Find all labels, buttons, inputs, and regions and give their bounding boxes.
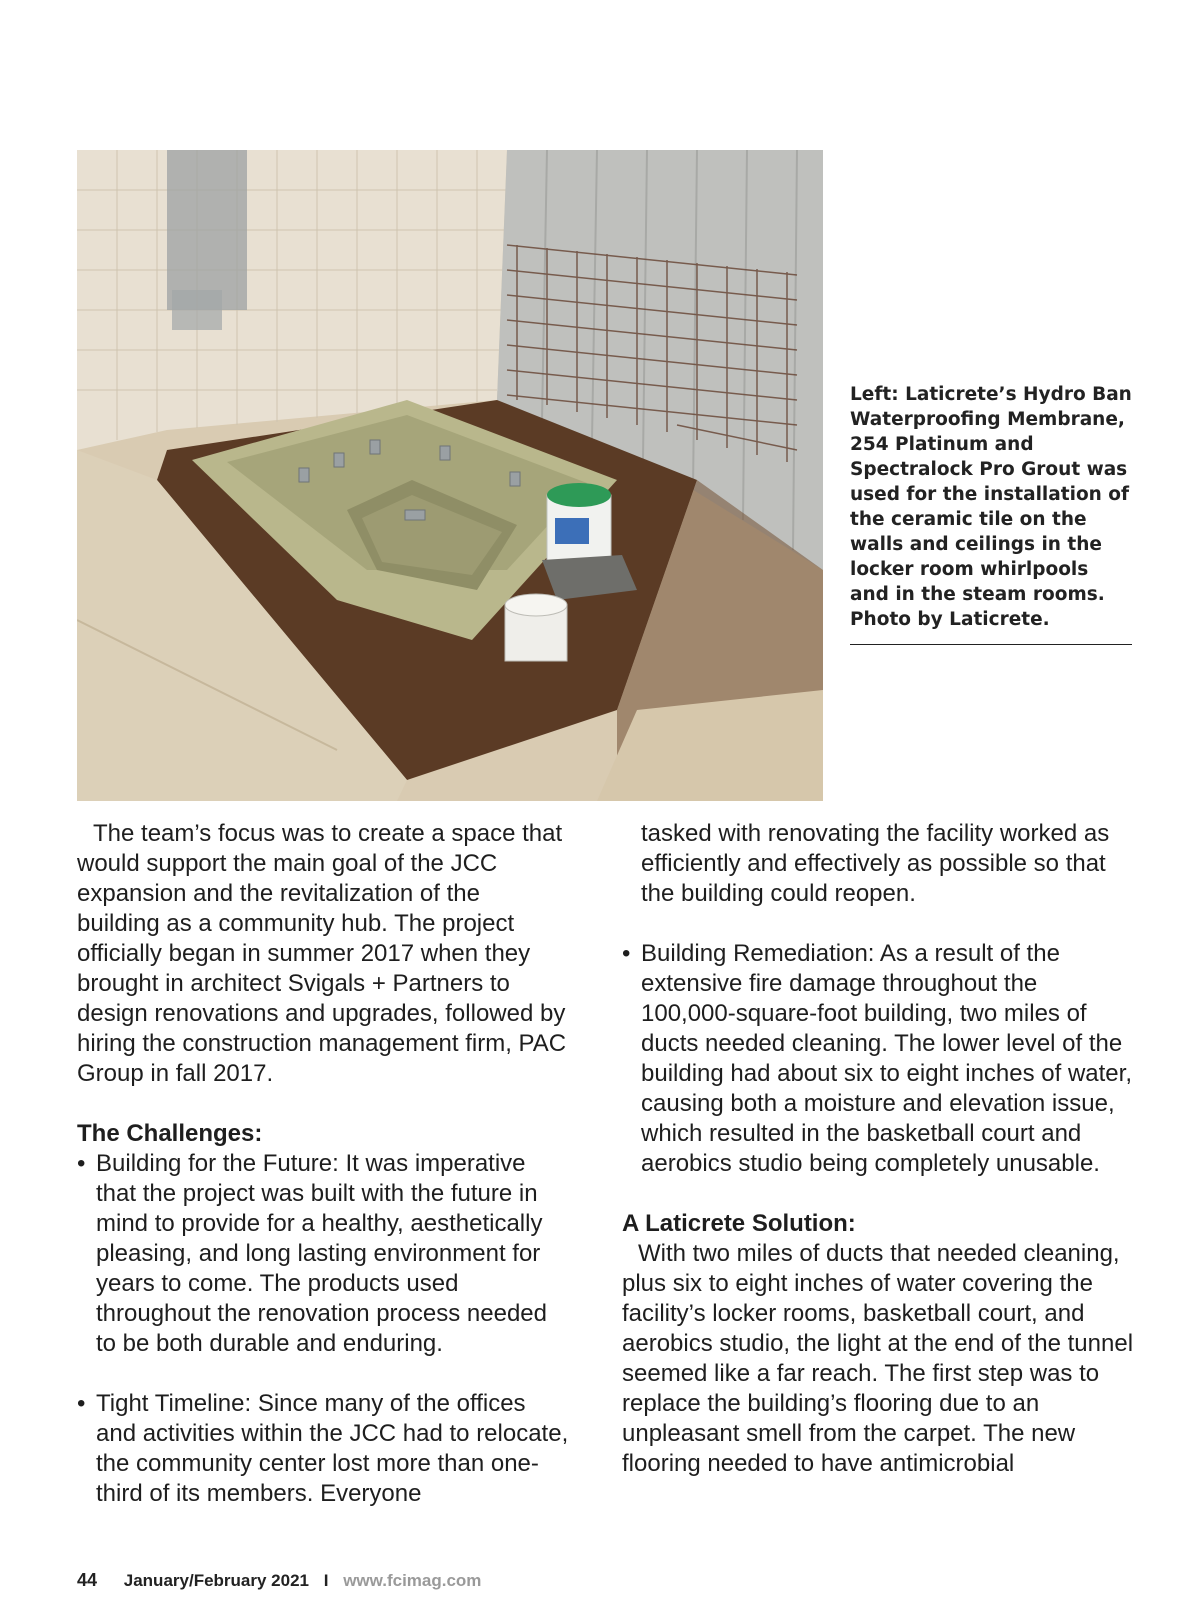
photo-caption: Left: Laticrete’s Hydro Ban Waterproofing Membrane, 254 Platinum and Spectralock Pro Grout was used for the installation of the ceramic tile on the walls and ceilings in the locker room whirlpools and in the steam rooms. Photo by Laticrete. [850,382,1132,645]
challenges-heading: The Challenges: [77,1120,263,1147]
whirlpool-construction-image [77,150,823,801]
page-number: 44 [77,1570,98,1590]
bullet-2-continuation: tasked with renovating the facility worked as efficiently and effectively as possible so that the building could reopen. [641,820,1110,907]
bullet-tight-timeline: • Tight Timeline: Since many of the offices and activities within the JCC had to relocate, the community center lost more than one-third of its members. Everyone [77,1390,569,1507]
intro-paragraph: The team’s focus was to create a space that would support the main goal of the JCC expansion and the revitalization of the building as a community hub. The project officially began in summer 2017 when they brought in architect Svigals + Partners to design renovations and upgrades, followed by hiring the construction management firm, PAC Group in fall 2017. [77,820,567,1087]
bullet-2-text: Tight Timeline: Since many of the offices and activities within the JCC had to relocate, the community center lost more than one-third of its members. Everyone [96,1390,569,1507]
solution-paragraph: With two miles of ducts that needed cleaning, plus six to eight inches of water covering the facility’s locker rooms, basketball court, and aerobics studio, the light at the end of the tunnel seemed like a far reach. The first step was to replace the building’s flooring due to an unpleasant smell from the carpet. The new flooring needed to have antimicrobial [622,1240,1134,1477]
solution-heading: A Laticrete Solution: [622,1210,856,1237]
footer-separator: I [323,1571,329,1590]
bullet-building-for-future: • Building for the Future: It was imperative that the project was built with the future in mind to provide for a healthy, aesthetically pleasing, and long lasting environment for years to come. The products used throughout the renovation process needed to be both durable and enduring. [77,1150,547,1357]
bullet-building-remediation: • Building Remediation: As a result of the extensive fire damage throughout the 100,000-square-foot building, two miles of ducts needed cleaning. The lower level of the building had about six to eight inches of water, causing both a moisture and elevation issue, which resulted in the basketball court and aerobics studio being completely unusable. [622,940,1132,1177]
footer-url[interactable]: www.fcimag.com [343,1571,482,1590]
page-footer [77,1570,481,1591]
article-photo [77,150,823,801]
bullet-3-text: Building Remediation: As a result of the extensive fire damage throughout the 100,000-square-foot building, two miles of ducts needed cleaning. The lower level of the building had about six to eight inches of water, causing both a moisture and elevation issue, which resulted in the basketball court and aerobics studio being completely unusable. [641,940,1132,1177]
issue-date: January/February 2021 [123,1571,309,1590]
bullet-1-text: Building for the Future: It was imperative that the project was built with the future in mind to provide for a healthy, aesthetically pleasing, and long lasting environment for years to come. The products used throughout the renovation process needed to be both durable and enduring. [96,1150,547,1357]
left-column [77,819,569,1509]
right-column [622,819,1134,1479]
